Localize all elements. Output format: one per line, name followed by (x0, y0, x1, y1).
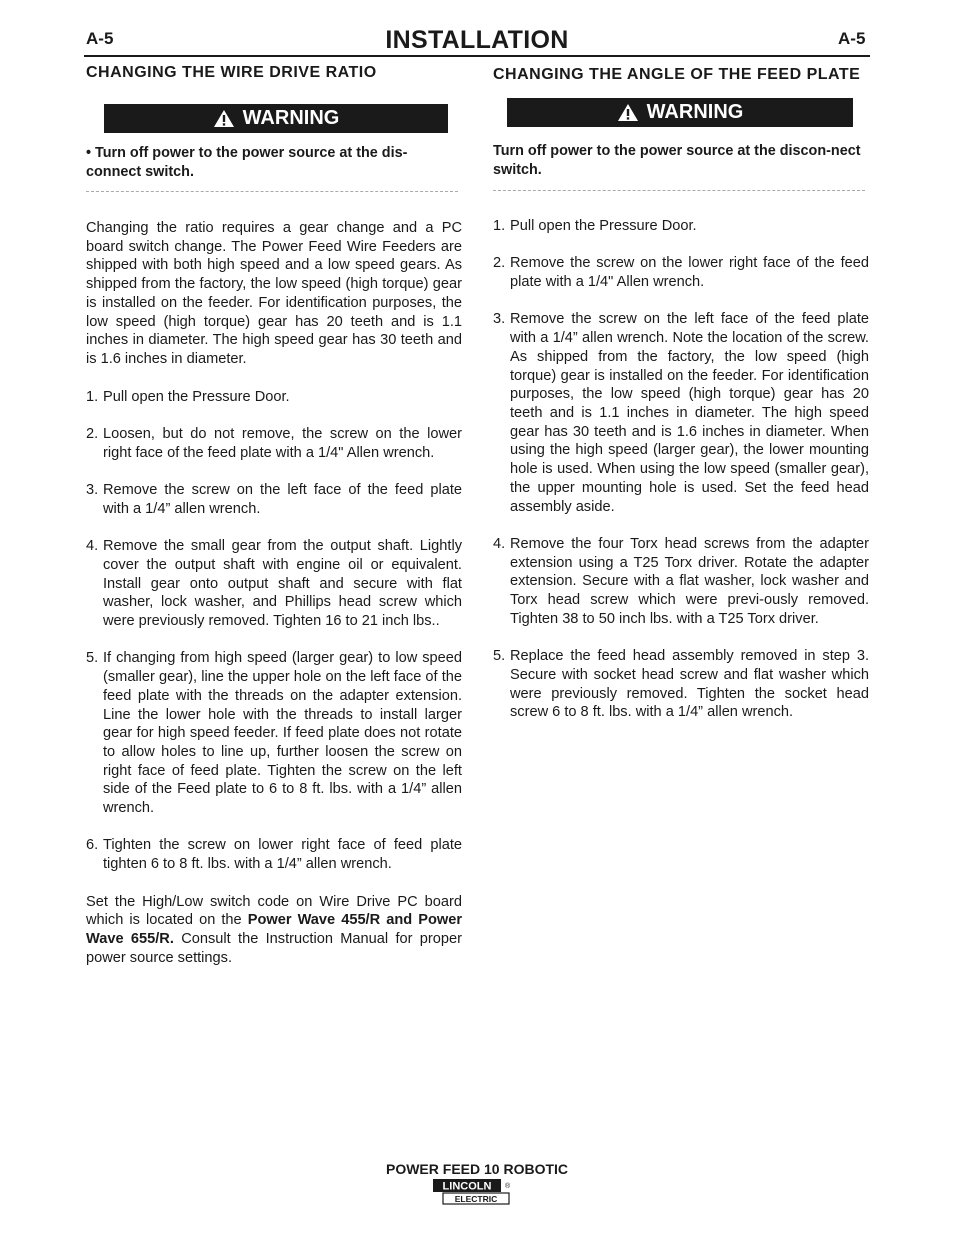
left-section-heading: CHANGING THE WIRE DRIVE RATIO (86, 64, 377, 81)
list-item (86, 481, 462, 518)
left-warning-banner (104, 104, 448, 133)
left-closing-paragraph (86, 893, 462, 968)
closing-text-start: Set the High/Low switch code on Wire Drive PC board which is located on the (86, 893, 462, 929)
list-item (86, 425, 462, 462)
step-number: 3. (493, 311, 506, 328)
left-steps-list (86, 388, 462, 874)
right-steps-list (493, 217, 869, 722)
left-intro-paragraph: Changing the ratio requires a gear change and a PC board switch change. The Power Feed Wire Feeders are shipped with both high speed and a low speed gears. As shipped from the factory, the low speed (high torque) gear is installed on the feeder. For identification purposes, the low speed (high torque) gear has 20 teeth and is 1.1 inches in diameter. The high speed gear has 30 teeth and is 1.6 inches in diameter. (86, 220, 462, 367)
warning-triangle-icon (213, 109, 235, 128)
svg-text:LINCOLN: LINCOLN (442, 1180, 492, 1193)
right-section-heading: CHANGING THE ANGLE OF THE FEED PLATE (493, 66, 861, 83)
page-title: INSTALLATION (385, 26, 569, 54)
step-number: 5. (493, 648, 506, 665)
step-text: Replace the feed head assembly removed in step 3. Secure with socket head screw and flat washer which were previously removed. Tighten the socket head screw 6 to 8 ft. lbs. with a 1/4” allen wrench. (510, 648, 869, 721)
step-number: 5. (86, 650, 99, 667)
closing-text-bold: Power Wave 455/R and Power Wave 655/R. (86, 912, 463, 947)
list-item (493, 310, 869, 516)
list-item (493, 535, 869, 629)
list-item (86, 537, 462, 631)
step-text: Pull open the Pressure Door. (510, 218, 697, 234)
left-warning-text: • Turn off power to the power source at the dis-connect switch. (86, 145, 408, 180)
step-text: Remove the screw on the lower right face of the feed plate with a 1/4" Allen wrench. (510, 255, 869, 291)
lincoln-electric-logo (432, 1178, 512, 1206)
warning-label: WARNING (646, 101, 744, 124)
right-warning-text: Turn off power to the power source at the discon-nect switch. (493, 143, 861, 178)
header-rule (84, 55, 870, 57)
page-number-right: A-5 (838, 29, 866, 48)
step-text: Remove the screw on the left face of the feed plate with a 1/4” allen wrench. (103, 482, 462, 517)
step-text: Tighten the screw on lower right face of feed plate tighten 6 to 8 ft. lbs. with a 1/4” allen wrench. (103, 837, 462, 873)
list-item (86, 388, 462, 407)
step-text: If changing from high speed (larger gear) to low speed (smaller gear), line the upper hole on the left face of the feed plate with the threads on the adapter extension. Line the lower hole with the threads to install larger gear for high speed feeder. If feed plate does not rotate to allow holes to line up, further loosen the screw on right face of feed plate. Tighten the screw on the left side of the Feed plate to 6 to 8 ft. lbs. with a 1/4” allen wrench. (103, 650, 462, 817)
right-column (493, 64, 869, 741)
step-text: Remove the screw on the left face of the feed plate with a 1/4” allen wrench. Note the location of the screw. As shipped from the factory, the low speed (high torque) gear is installed on the feeder. For identification purposes, the low speed (high torque) gear has 20 teeth and is 1.1 inches in diameter. The high speed gear has 30 teeth and is 1.6 inches in diameter. When using the high speed (larger gear), the lower mounting hole is used. When using the low speed (smaller gear), the upper mounting hole is used. Set the feed head assembly aside. (510, 311, 869, 515)
list-item (86, 649, 462, 817)
left-column (86, 62, 462, 967)
warning-label: WARNING (242, 107, 340, 130)
list-item (493, 254, 869, 291)
step-number: 1. (493, 218, 506, 234)
warning-triangle-icon (617, 103, 639, 122)
list-item (86, 836, 462, 873)
step-number: 4. (86, 538, 99, 555)
list-item (493, 217, 869, 236)
right-warning-banner (507, 98, 853, 127)
dashed-divider (493, 190, 865, 191)
page-number-left: A-5 (86, 29, 114, 48)
step-number: 2. (86, 426, 99, 443)
svg-text:®: ® (505, 1183, 511, 1190)
step-text: Pull open the Pressure Door. (103, 388, 290, 405)
list-item (493, 647, 869, 722)
dashed-divider (86, 191, 458, 192)
step-number: 4. (493, 535, 506, 552)
step-number: 6. (86, 837, 99, 854)
step-number: 1. (86, 388, 99, 405)
step-text: Loosen, but do not remove, the screw on the lower right face of the feed plate with a 1/4" Allen wrench. (103, 426, 462, 461)
step-text: Remove the four Torx head screws from the adapter extension using a T25 Torx driver. Rotate the adapter extension. Secure with a flat washer, lock washer and Torx head screw which were previ-ously removed. Tighten 38 to 50 inch lbs. with a T25 Torx driver. (510, 535, 869, 627)
step-number: 2. (493, 255, 506, 272)
step-text: Remove the small gear from the output shaft. Lightly cover the output shaft with engine oil or equivalent. Install gear onto output shaft and secure with flat washer, lock washer, and Phillips head screw which were previously removed. Tighten 16 to 21 inch lbs.. (103, 538, 462, 630)
footer-title: POWER FEED 10 ROBOTIC (385, 1161, 569, 1177)
svg-text:ELECTRIC: ELECTRIC (454, 1194, 498, 1204)
step-number: 3. (86, 482, 99, 499)
closing-text-end: Consult the Instruction Manual for proper power source settings. (86, 930, 462, 966)
